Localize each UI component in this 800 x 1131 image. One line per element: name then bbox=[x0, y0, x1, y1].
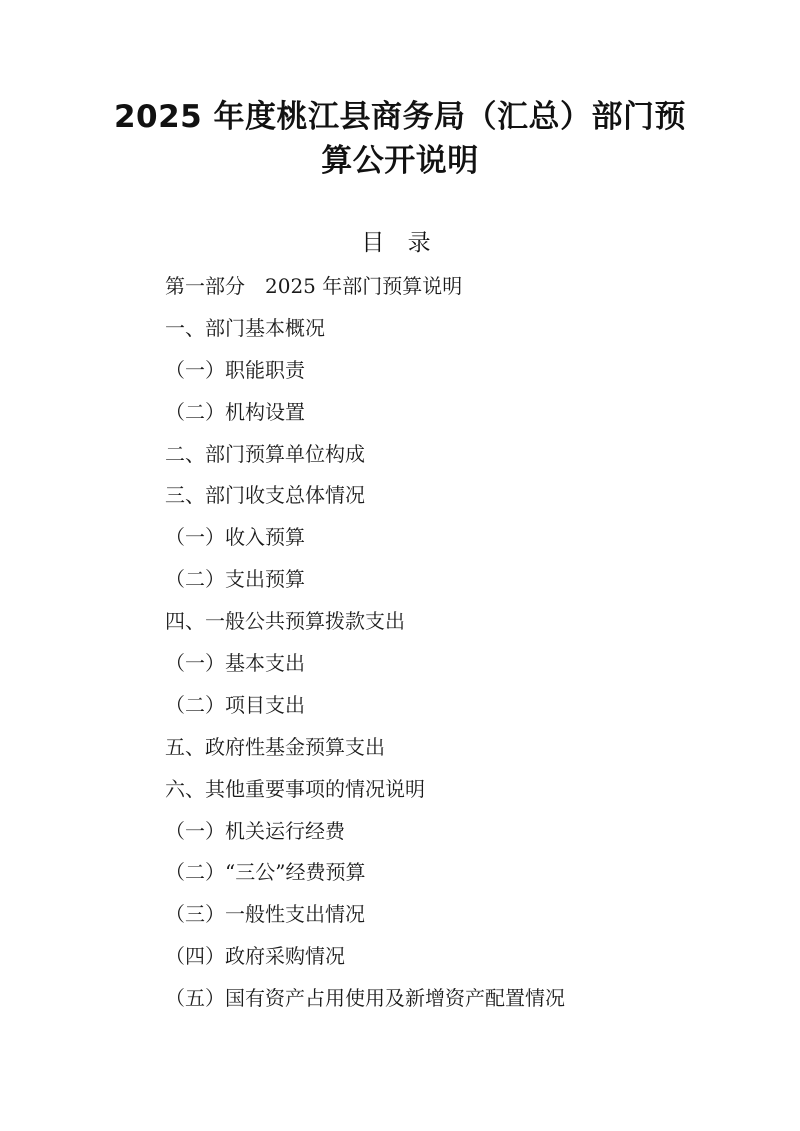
toc-item-section-6-4: （四）政府采购情况 bbox=[165, 944, 345, 969]
document-title-line-1: 2025 年度桃江县商务局（汇总）部门预 bbox=[113, 99, 687, 135]
toc-item-section-4: 四、一般公共预算拨款支出 bbox=[165, 609, 405, 634]
toc-heading: 目 录 bbox=[361, 230, 439, 256]
toc-item-section-1-2: （二）机构设置 bbox=[165, 399, 305, 424]
toc-item-section-4-2: （二）项目支出 bbox=[165, 692, 305, 717]
table-of-contents bbox=[165, 267, 565, 1021]
toc-item-section-2: 二、部门预算单位构成 bbox=[165, 441, 365, 466]
toc-item-section-6-1: （一）机关运行经费 bbox=[165, 818, 345, 843]
toc-item-section-1-1: （一）职能职责 bbox=[165, 357, 305, 382]
toc-item-section-3: 三、部门收支总体情况 bbox=[165, 483, 365, 508]
toc-item-section-3-1: （一）收入预算 bbox=[165, 525, 305, 550]
toc-item-section-6: 六、其他重要事项的情况说明 bbox=[165, 776, 425, 801]
toc-item-section-3-2: （二）支出预算 bbox=[165, 567, 305, 592]
toc-item-section-6-5: （五）国有资产占用使用及新增资产配置情况 bbox=[165, 986, 565, 1011]
toc-item-section-4-1: （一）基本支出 bbox=[165, 651, 305, 676]
toc-item-section-1: 一、部门基本概况 bbox=[165, 315, 325, 340]
toc-item-section-6-2: （二）“三公”经费预算 bbox=[165, 860, 366, 885]
toc-item-section-5: 五、政府性基金预算支出 bbox=[165, 734, 385, 759]
toc-item-part-one: 第一部分 2025 年部门预算说明 bbox=[165, 274, 463, 298]
document-title-line-2: 算公开说明 bbox=[321, 143, 479, 179]
toc-item-section-6-3: （三）一般性支出情况 bbox=[165, 902, 365, 927]
